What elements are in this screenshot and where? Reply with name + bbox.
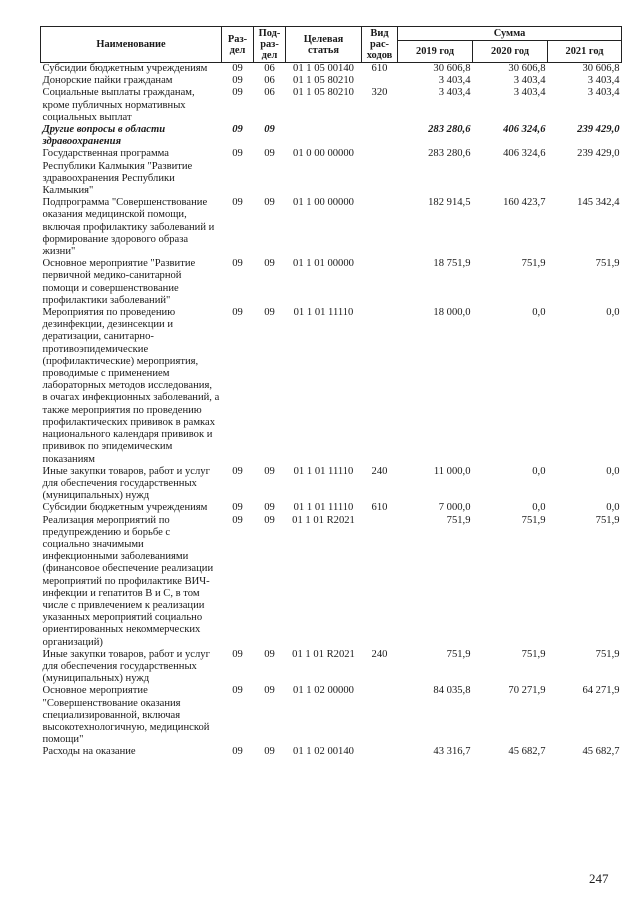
row-razdel: 09 bbox=[232, 148, 243, 160]
row-target-article: 01 1 02 00140 bbox=[293, 746, 354, 758]
row-name: Основное мероприятие "Развитие первичной медико-санитарной помощи и совершенствование профилактики заболеваний" bbox=[42, 258, 196, 306]
table-row bbox=[41, 258, 622, 307]
row-razdel: 09 bbox=[232, 87, 243, 99]
row-sum-2019: 3 403,4 bbox=[438, 87, 471, 99]
row-target-article: 01 1 05 80210 bbox=[293, 75, 354, 87]
row-expense-type bbox=[362, 148, 398, 197]
row-sum-2019: 18 000,0 bbox=[433, 307, 471, 319]
row-sum-2020: 30 606,8 bbox=[508, 63, 546, 74]
row-sum-2021: 239 429,0 bbox=[577, 124, 620, 136]
row-sum-2020: 0,0 bbox=[532, 307, 546, 319]
row-sum-2021: 45 682,7 bbox=[582, 746, 620, 758]
row-sum-2019: 182 914,5 bbox=[428, 197, 471, 209]
row-target-article: 01 1 01 11110 bbox=[293, 502, 354, 514]
row-podrazdel: 09 bbox=[264, 307, 275, 319]
table-row bbox=[41, 746, 622, 758]
row-target-article bbox=[286, 124, 362, 148]
header-year-2021: 2021 год bbox=[548, 41, 622, 63]
row-expense-type: 240 bbox=[371, 648, 388, 660]
row-sum-2020: 70 271,9 bbox=[508, 685, 546, 697]
row-razdel: 09 bbox=[232, 465, 243, 477]
row-podrazdel: 06 bbox=[264, 63, 275, 74]
row-podrazdel: 06 bbox=[264, 87, 275, 99]
row-sum-2019: 30 606,8 bbox=[433, 63, 471, 74]
row-name: Социальные выплаты гражданам, кроме публичных нормативных социальных выплат bbox=[42, 87, 195, 123]
row-name: Субсидии бюджетным учреждениям bbox=[42, 502, 208, 514]
header-razdel: Раз- дел bbox=[222, 27, 254, 63]
table-row bbox=[41, 466, 622, 503]
row-expense-type bbox=[362, 307, 398, 466]
row-name: Подпрограмма "Совершенствование оказания медицинской помощи, включая профилактику заболеваний и формирование здорового образа жизни" bbox=[42, 197, 215, 258]
row-target-article: 01 1 00 00000 bbox=[293, 197, 354, 209]
row-sum-2020: 0,0 bbox=[532, 502, 546, 514]
budget-table bbox=[40, 26, 622, 759]
row-razdel: 09 bbox=[232, 307, 243, 319]
row-target-article: 01 0 00 00000 bbox=[293, 148, 354, 160]
row-sum-2021: 3 403,4 bbox=[587, 87, 620, 99]
row-razdel: 09 bbox=[232, 502, 243, 514]
row-sum-2019: 11 000,0 bbox=[433, 465, 471, 477]
page-number: 247 bbox=[589, 871, 609, 886]
row-target-article: 01 1 01 R2021 bbox=[292, 514, 355, 526]
row-sum-2021: 30 606,8 bbox=[582, 63, 620, 74]
row-sum-2021: 239 429,0 bbox=[577, 148, 620, 160]
row-name: Расходы на оказание bbox=[42, 746, 136, 758]
header-sum: Сумма bbox=[398, 27, 622, 41]
row-sum-2020: 160 423,7 bbox=[503, 197, 546, 209]
row-podrazdel: 06 bbox=[264, 75, 275, 87]
table-row bbox=[41, 197, 622, 258]
row-sum-2019: 43 316,7 bbox=[433, 746, 471, 758]
row-sum-2021: 0,0 bbox=[606, 307, 620, 319]
row-sum-2021: 751,9 bbox=[595, 648, 620, 660]
row-podrazdel: 09 bbox=[264, 465, 275, 477]
header-podrazdel: Под- раз- дел bbox=[254, 27, 286, 63]
row-sum-2020: 45 682,7 bbox=[508, 746, 546, 758]
row-podrazdel: 09 bbox=[264, 746, 275, 758]
table-row bbox=[41, 515, 622, 649]
row-razdel: 09 bbox=[232, 685, 243, 697]
row-podrazdel: 09 bbox=[264, 148, 275, 160]
table-row bbox=[41, 649, 622, 686]
row-target-article: 01 1 01 11110 bbox=[293, 307, 354, 319]
row-sum-2019: 18 751,9 bbox=[433, 258, 471, 270]
row-sum-2021: 3 403,4 bbox=[587, 75, 620, 87]
row-sum-2021: 751,9 bbox=[595, 514, 620, 526]
row-target-article: 01 1 01 R2021 bbox=[292, 648, 355, 660]
row-sum-2019: 283 280,6 bbox=[428, 148, 471, 160]
row-podrazdel: 09 bbox=[264, 514, 275, 526]
row-expense-type: 610 bbox=[371, 63, 388, 74]
table-row bbox=[41, 685, 622, 746]
row-podrazdel: 09 bbox=[264, 258, 275, 270]
row-sum-2021: 0,0 bbox=[606, 502, 620, 514]
row-sum-2019: 751,9 bbox=[446, 514, 471, 526]
row-target-article: 01 1 05 00140 bbox=[293, 63, 354, 74]
table-row bbox=[41, 124, 622, 148]
row-sum-2021: 0,0 bbox=[606, 465, 620, 477]
row-expense-type bbox=[362, 258, 398, 307]
table-row bbox=[41, 148, 622, 197]
header-year-2020: 2020 год bbox=[473, 41, 548, 63]
row-target-article: 01 1 05 80210 bbox=[293, 87, 354, 99]
row-sum-2020: 751,9 bbox=[521, 514, 546, 526]
row-razdel: 09 bbox=[232, 514, 243, 526]
row-sum-2020: 3 403,4 bbox=[513, 87, 546, 99]
row-name: Другие вопросы в области здравоохранения bbox=[42, 124, 166, 148]
row-name: Основное мероприятие "Совершенствование оказания специализированной, включая высокотехнологичную, медицинской помощи" bbox=[42, 685, 210, 746]
header-expense-type: Вид рас- ходов bbox=[362, 27, 398, 63]
row-sum-2019: 283 280,6 bbox=[428, 124, 471, 136]
row-sum-2019: 84 035,8 bbox=[433, 685, 471, 697]
row-name: Государственная программа Республики Калмыкия "Развитие здравоохранения Республики Калмыкия" bbox=[42, 148, 193, 197]
budget-table-body bbox=[41, 63, 622, 759]
row-sum-2019: 751,9 bbox=[446, 648, 471, 660]
row-name: Иные закупки товаров, работ и услуг для обеспечения государственных (муниципальных) нужд bbox=[42, 465, 210, 502]
row-expense-type: 610 bbox=[371, 502, 388, 514]
row-razdel: 09 bbox=[232, 258, 243, 270]
row-podrazdel: 09 bbox=[264, 502, 275, 514]
table-row bbox=[41, 87, 622, 124]
row-podrazdel: 09 bbox=[264, 197, 275, 209]
row-podrazdel: 09 bbox=[264, 648, 275, 660]
table-row bbox=[41, 75, 622, 87]
row-razdel: 09 bbox=[232, 197, 243, 209]
row-sum-2021: 64 271,9 bbox=[582, 685, 620, 697]
table-row bbox=[41, 502, 622, 514]
row-name: Реализация мероприятий по предупреждению и борьбе с социально значимыми инфекционными заболеваниями (финансовое обеспечение реализации мероприятий по профилактике ВИЧ-инфекции и гепатитов В и С, в том числе с привлечением к реализации указанных мероприятий социально ориентированных некоммерческих организаций) bbox=[42, 514, 214, 648]
row-target-article: 01 1 01 00000 bbox=[293, 258, 354, 270]
row-razdel: 09 bbox=[232, 63, 243, 74]
row-expense-type bbox=[362, 124, 398, 148]
row-sum-2021: 145 342,4 bbox=[577, 197, 620, 209]
table-row bbox=[41, 63, 622, 76]
row-sum-2020: 406 324,6 bbox=[503, 148, 546, 160]
row-expense-type bbox=[362, 746, 398, 758]
row-sum-2020: 3 403,4 bbox=[513, 75, 546, 87]
row-sum-2019: 7 000,0 bbox=[438, 502, 471, 514]
row-name: Мероприятия по проведению дезинфекции, дезинсекции и дератизации, санитарно-противоэпидемические (профилактические) мероприятия, проводимые с применением лабораторных методов исследования, в очагах инфекционных заболеваний, а также мероприятия по проведению профилактических прививок в рамках национального календаря прививок и прививок по эпидемическим показаниям bbox=[42, 307, 220, 465]
row-expense-type: 240 bbox=[371, 465, 388, 477]
row-expense-type bbox=[362, 515, 398, 649]
row-expense-type bbox=[362, 75, 398, 87]
table-row bbox=[41, 307, 622, 466]
row-podrazdel: 09 bbox=[264, 124, 275, 136]
row-sum-2020: 0,0 bbox=[532, 465, 546, 477]
row-razdel: 09 bbox=[232, 124, 243, 136]
header-name: Наименование bbox=[41, 27, 222, 63]
row-sum-2020: 751,9 bbox=[521, 258, 546, 270]
row-sum-2020: 406 324,6 bbox=[503, 124, 546, 136]
row-razdel: 09 bbox=[232, 746, 243, 758]
row-expense-type: 320 bbox=[371, 87, 388, 99]
row-sum-2021: 751,9 bbox=[595, 258, 620, 270]
row-razdel: 09 bbox=[232, 75, 243, 87]
row-name: Субсидии бюджетным учреждениям bbox=[42, 63, 208, 74]
row-expense-type bbox=[362, 197, 398, 258]
row-target-article: 01 1 01 11110 bbox=[293, 465, 354, 477]
header-year-2019: 2019 год bbox=[398, 41, 473, 63]
row-expense-type bbox=[362, 685, 398, 746]
row-sum-2020: 751,9 bbox=[521, 648, 546, 660]
header-target-article: Целевая статья bbox=[286, 27, 362, 63]
row-name: Иные закупки товаров, работ и услуг для обеспечения государственных (муниципальных) нужд bbox=[42, 648, 210, 685]
row-razdel: 09 bbox=[232, 648, 243, 660]
row-name: Донорские пайки гражданам bbox=[42, 75, 173, 87]
row-podrazdel: 09 bbox=[264, 685, 275, 697]
row-target-article: 01 1 02 00000 bbox=[293, 685, 354, 697]
row-sum-2019: 3 403,4 bbox=[438, 75, 471, 87]
